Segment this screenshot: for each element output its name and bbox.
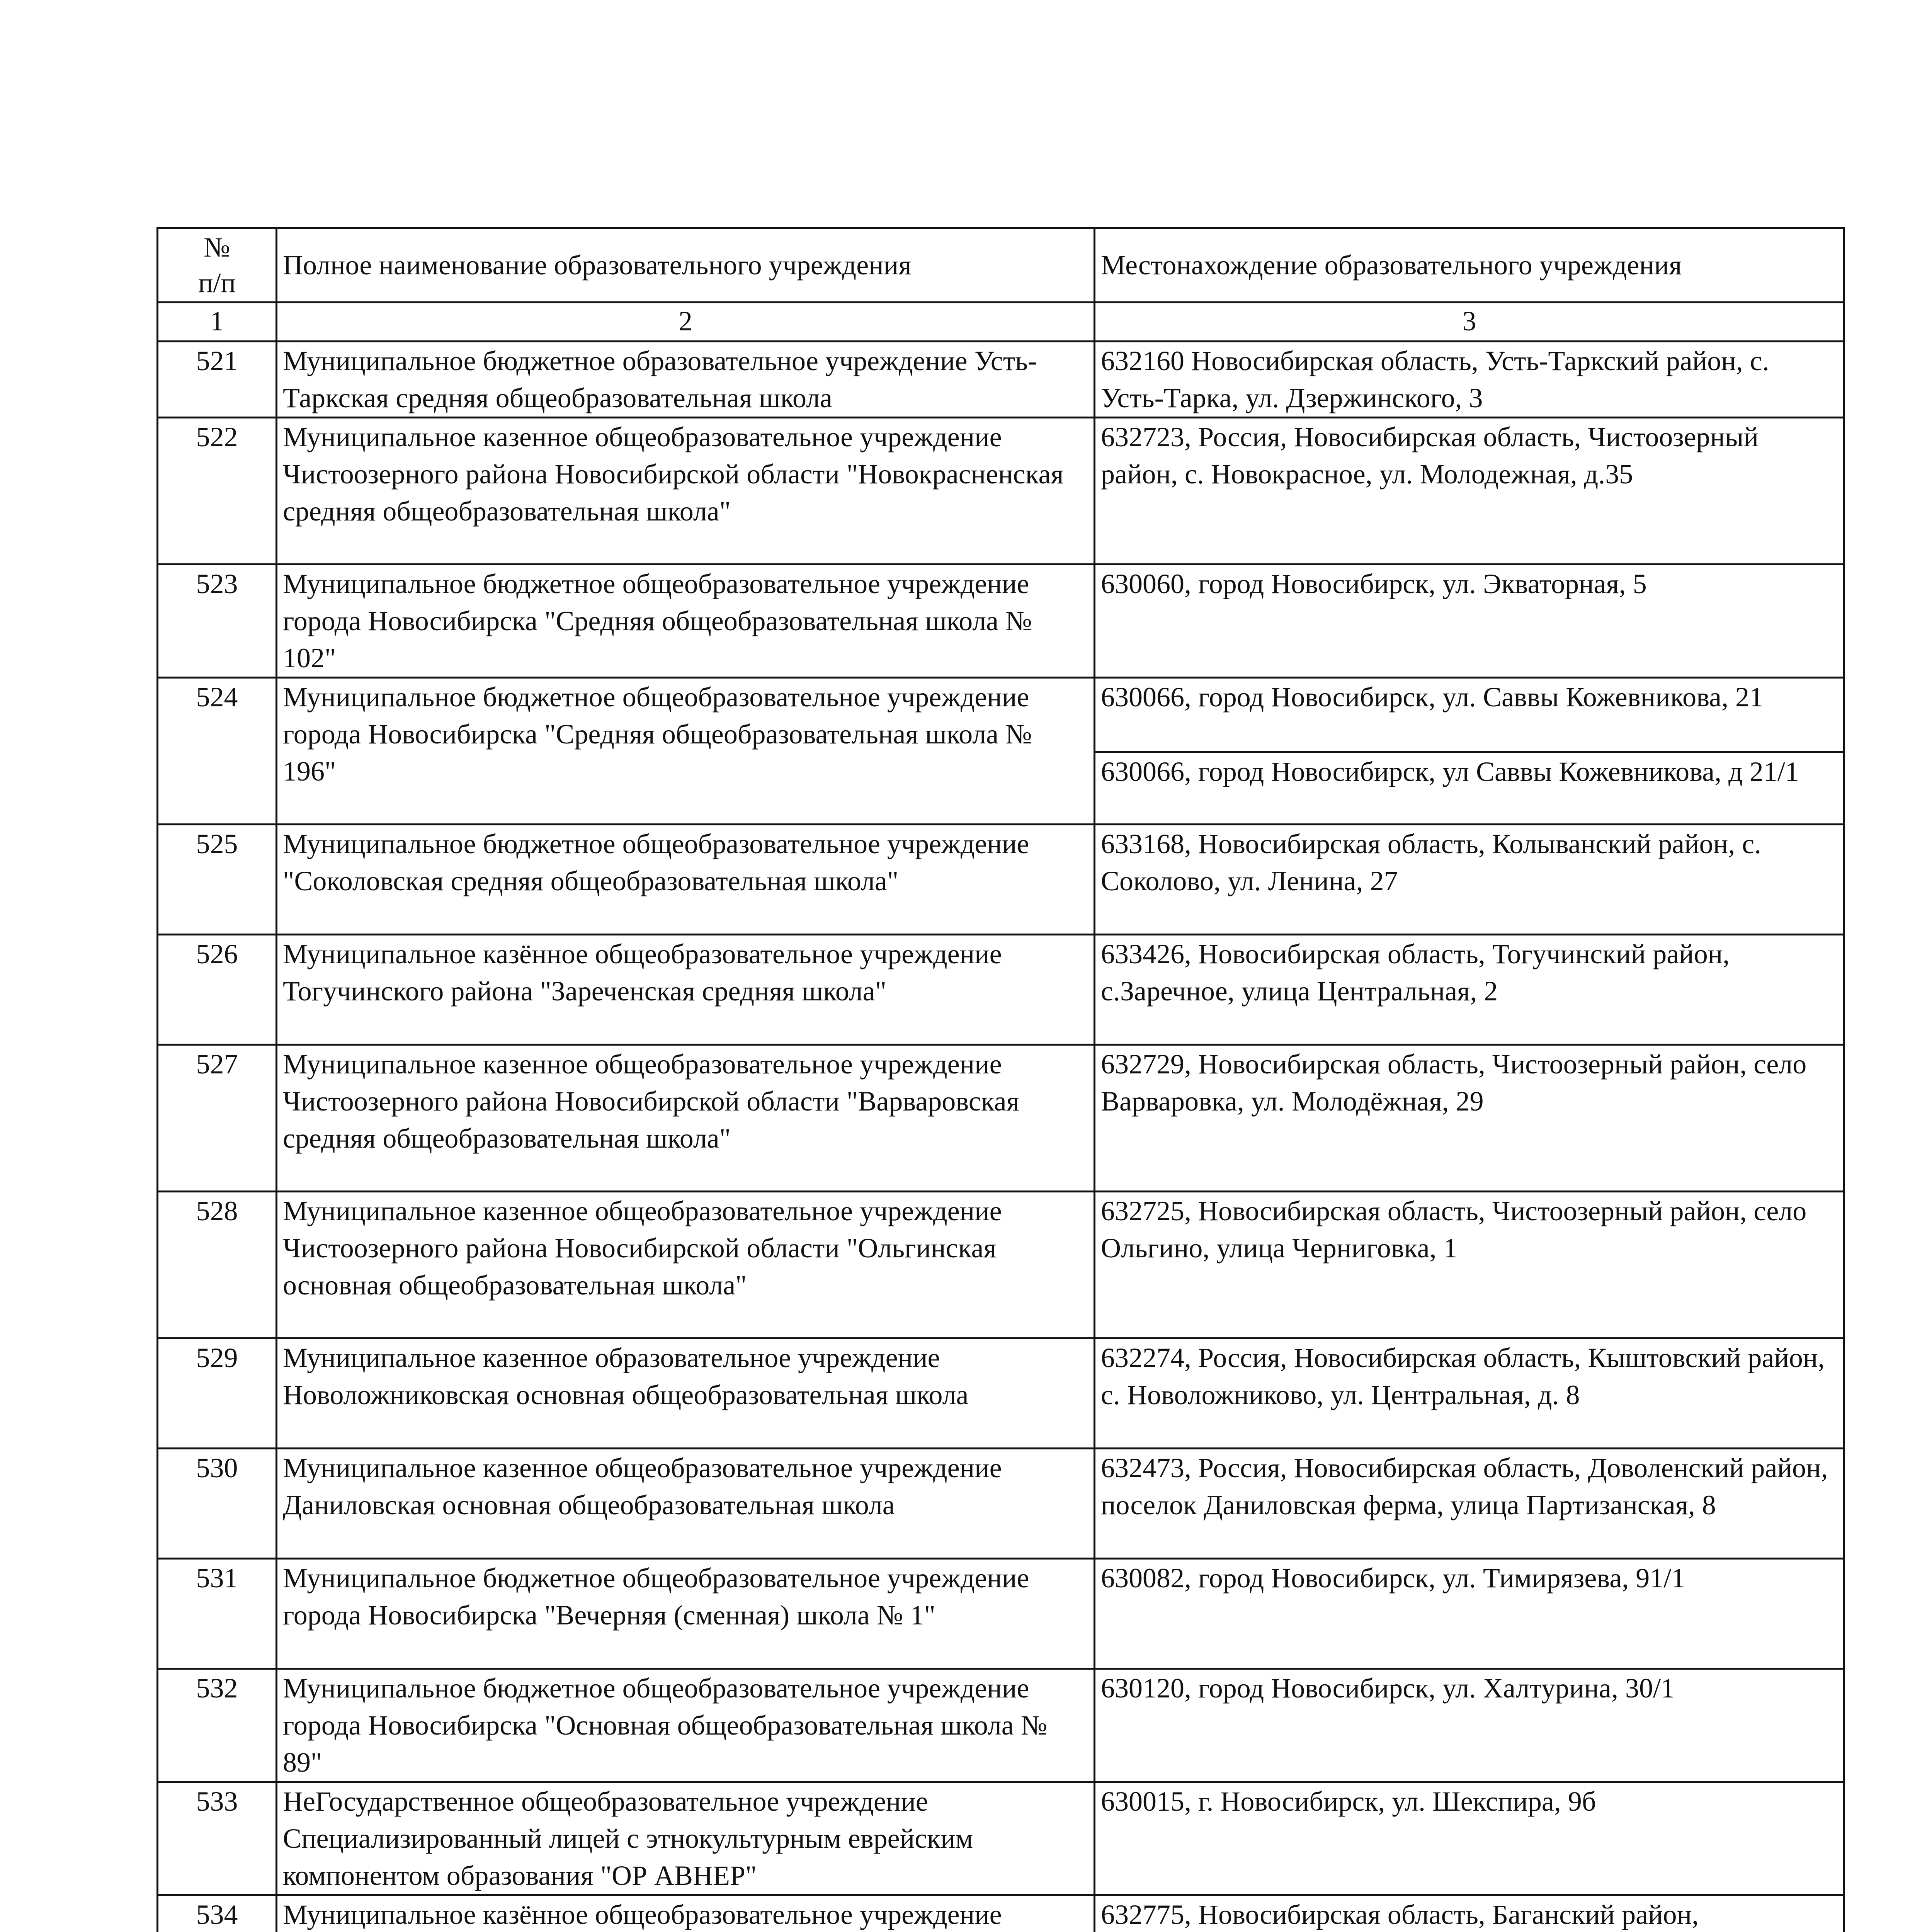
column-index-row xyxy=(158,303,1844,342)
address-line: 632274, Россия, Новосибирская область, Кыштовский район, с. Новоложниково, ул. Центральная, д. 8 xyxy=(1101,1342,1825,1410)
institution-name-cell: Муниципальное казенное общеобразовательное учреждение Даниловская основная общеобразовательная школа xyxy=(277,1449,1095,1559)
institution-address-cell xyxy=(1095,1782,1844,1895)
institution-address-cell xyxy=(1095,1192,1844,1338)
address-line: 630120, город Новосибирск, ул. Халтурина, 30/1 xyxy=(1101,1673,1675,1704)
row-number-cell: 526 xyxy=(158,935,277,1045)
institution-name-cell: Муниципальное бюджетное общеобразовательное учреждение города Новосибирска "Основная общеобразовательная школа № 89" xyxy=(277,1669,1095,1782)
institution-name-cell: Муниципальное казенное общеобразовательное учреждение Чистоозерного района Новосибирской области "Варваровская средняя общеобразовательная школа" xyxy=(277,1045,1095,1192)
address-line: 633168, Новосибирская область, Колыванский район, с. Соколово, ул. Ленина, 27 xyxy=(1101,828,1762,896)
address-line: 632160 Новосибирская область, Усть-Таркский район, с. Усть-Тарка, ул. Дзержинского, 3 xyxy=(1101,345,1769,413)
institution-name-cell: Муниципальное казённое общеобразовательное учреждение Тогучинского района "Зареченская средняя школа" xyxy=(277,935,1095,1045)
institution-address-cell xyxy=(1095,1669,1844,1782)
institutions-table xyxy=(156,227,1845,1932)
address-line: 630066, город Новосибирск, ул Саввы Кожевникова, д 21/1 xyxy=(1095,751,1843,790)
table-row xyxy=(158,1782,1844,1895)
table-row xyxy=(158,565,1844,678)
address-line: 633426, Новосибирская область, Тогучинский район, с.Заречное, улица Центральная, 2 xyxy=(1101,939,1730,1007)
institution-address-cell xyxy=(1095,935,1844,1045)
column-index-cell: 2 xyxy=(277,303,1095,342)
institution-address-cell xyxy=(1095,1449,1844,1559)
institution-address-cell xyxy=(1095,418,1844,565)
institution-name-cell: Муниципальное бюджетное общеобразовательное учреждение города Новосибирска "Средняя общеобразовательная школа № 102" xyxy=(277,565,1095,678)
header-name-cell: Полное наименование образовательного учреждения xyxy=(277,228,1095,303)
table-row xyxy=(158,1669,1844,1782)
table-row xyxy=(158,1192,1844,1338)
address-line: 630015, г. Новосибирск, ул. Шекспира, 9б xyxy=(1101,1786,1596,1817)
row-number-cell: 530 xyxy=(158,1449,277,1559)
header-number-cell xyxy=(158,228,277,303)
header-address-cell: Местонахождение образовательного учреждения xyxy=(1095,228,1844,303)
row-number-cell: 522 xyxy=(158,418,277,565)
institution-address-cell xyxy=(1095,825,1844,935)
institution-address-cell xyxy=(1095,678,1844,825)
row-number-cell: 528 xyxy=(158,1192,277,1338)
row-number-cell: 521 xyxy=(158,342,277,418)
address-line: 632775, Новосибирская область, Баганский район, xyxy=(1101,1899,1699,1930)
table-row xyxy=(158,342,1844,418)
row-number-cell: 531 xyxy=(158,1559,277,1669)
institution-name-cell: Муниципальное бюджетное общеобразовательное учреждение города Новосибирска "Средняя общеобразовательная школа № 196" xyxy=(277,678,1095,825)
table-body xyxy=(158,228,1844,1932)
address-line: 632729, Новосибирская область, Чистоозерный район, село Варваровка, ул. Молодёжная, 29 xyxy=(1101,1049,1807,1117)
institution-address-cell xyxy=(1095,1559,1844,1669)
address-line: 630082, город Новосибирск, ул. Тимирязева, 91/1 xyxy=(1101,1563,1685,1594)
institution-name-cell: Муниципальное казённое общеобразовательное учреждение xyxy=(277,1895,1095,1932)
table-row xyxy=(158,418,1844,565)
row-number-cell: 533 xyxy=(158,1782,277,1895)
institution-name-cell: Муниципальное бюджетное общеобразовательное учреждение города Новосибирска "Вечерняя (сменная) школа № 1" xyxy=(277,1559,1095,1669)
table-row xyxy=(158,825,1844,935)
table-row xyxy=(158,678,1844,825)
header-number-symbol: № xyxy=(204,232,230,263)
address-line: 630066, город Новосибирск, ул. Саввы Кожевникова, 21 xyxy=(1101,682,1764,713)
institution-name-cell: Муниципальное казенное общеобразовательное учреждение Чистоозерного района Новосибирской области "Новокрасненская средняя общеобразовательная школа" xyxy=(277,418,1095,565)
row-number-cell: 525 xyxy=(158,825,277,935)
address-line: 632473, Россия, Новосибирская область, Доволенский район, поселок Даниловская ферма, улица Партизанская, 8 xyxy=(1101,1452,1828,1520)
column-index-cell: 3 xyxy=(1095,303,1844,342)
institution-name-cell: Муниципальное бюджетное образовательное учреждение Усть-Таркская средняя общеобразовательная школа xyxy=(277,342,1095,418)
table-header-row xyxy=(158,228,1844,303)
row-number-cell: 524 xyxy=(158,678,277,825)
row-number-cell: 532 xyxy=(158,1669,277,1782)
institution-name-cell: НеГосударственное общеобразовательное учреждение Специализированный лицей с этнокультурным еврейским компонентом образования "ОР АВНЕР" xyxy=(277,1782,1095,1895)
row-number-cell: 529 xyxy=(158,1338,277,1449)
row-number-cell: 523 xyxy=(158,565,277,678)
table-row xyxy=(158,1449,1844,1559)
address-line: 632723, Россия, Новосибирская область, Чистоозерный район, с. Новокрасное, ул. Молодежная, д.35 xyxy=(1101,422,1759,490)
table-row xyxy=(158,1559,1844,1669)
table-row xyxy=(158,935,1844,1045)
row-number-cell: 534 xyxy=(158,1895,277,1932)
row-number-cell: 527 xyxy=(158,1045,277,1192)
institution-address-cell xyxy=(1095,1338,1844,1449)
institution-address-cell xyxy=(1095,342,1844,418)
institution-name-cell: Муниципальное казенное образовательное учреждение Новоложниковская основная общеобразовательная школа xyxy=(277,1338,1095,1449)
address-line: 632725, Новосибирская область, Чистоозерный район, село Ольгино, улица Черниговка, 1 xyxy=(1101,1196,1807,1264)
table-row xyxy=(158,1338,1844,1449)
institution-address-cell xyxy=(1095,1045,1844,1192)
column-index-cell: 1 xyxy=(158,303,277,342)
institution-address-cell xyxy=(1095,1895,1844,1932)
header-number-abbrev: п/п xyxy=(198,267,236,298)
institution-name-cell: Муниципальное бюджетное общеобразовательное учреждение "Соколовская средняя общеобразовательная школа" xyxy=(277,825,1095,935)
table-row xyxy=(158,1045,1844,1192)
institution-name-cell: Муниципальное казенное общеобразовательное учреждение Чистоозерного района Новосибирской области "Ольгинская основная общеобразовательная школа" xyxy=(277,1192,1095,1338)
institution-address-cell xyxy=(1095,565,1844,678)
address-line: 630060, город Новосибирск, ул. Экваторная, 5 xyxy=(1101,568,1647,599)
table-row xyxy=(158,1895,1844,1932)
